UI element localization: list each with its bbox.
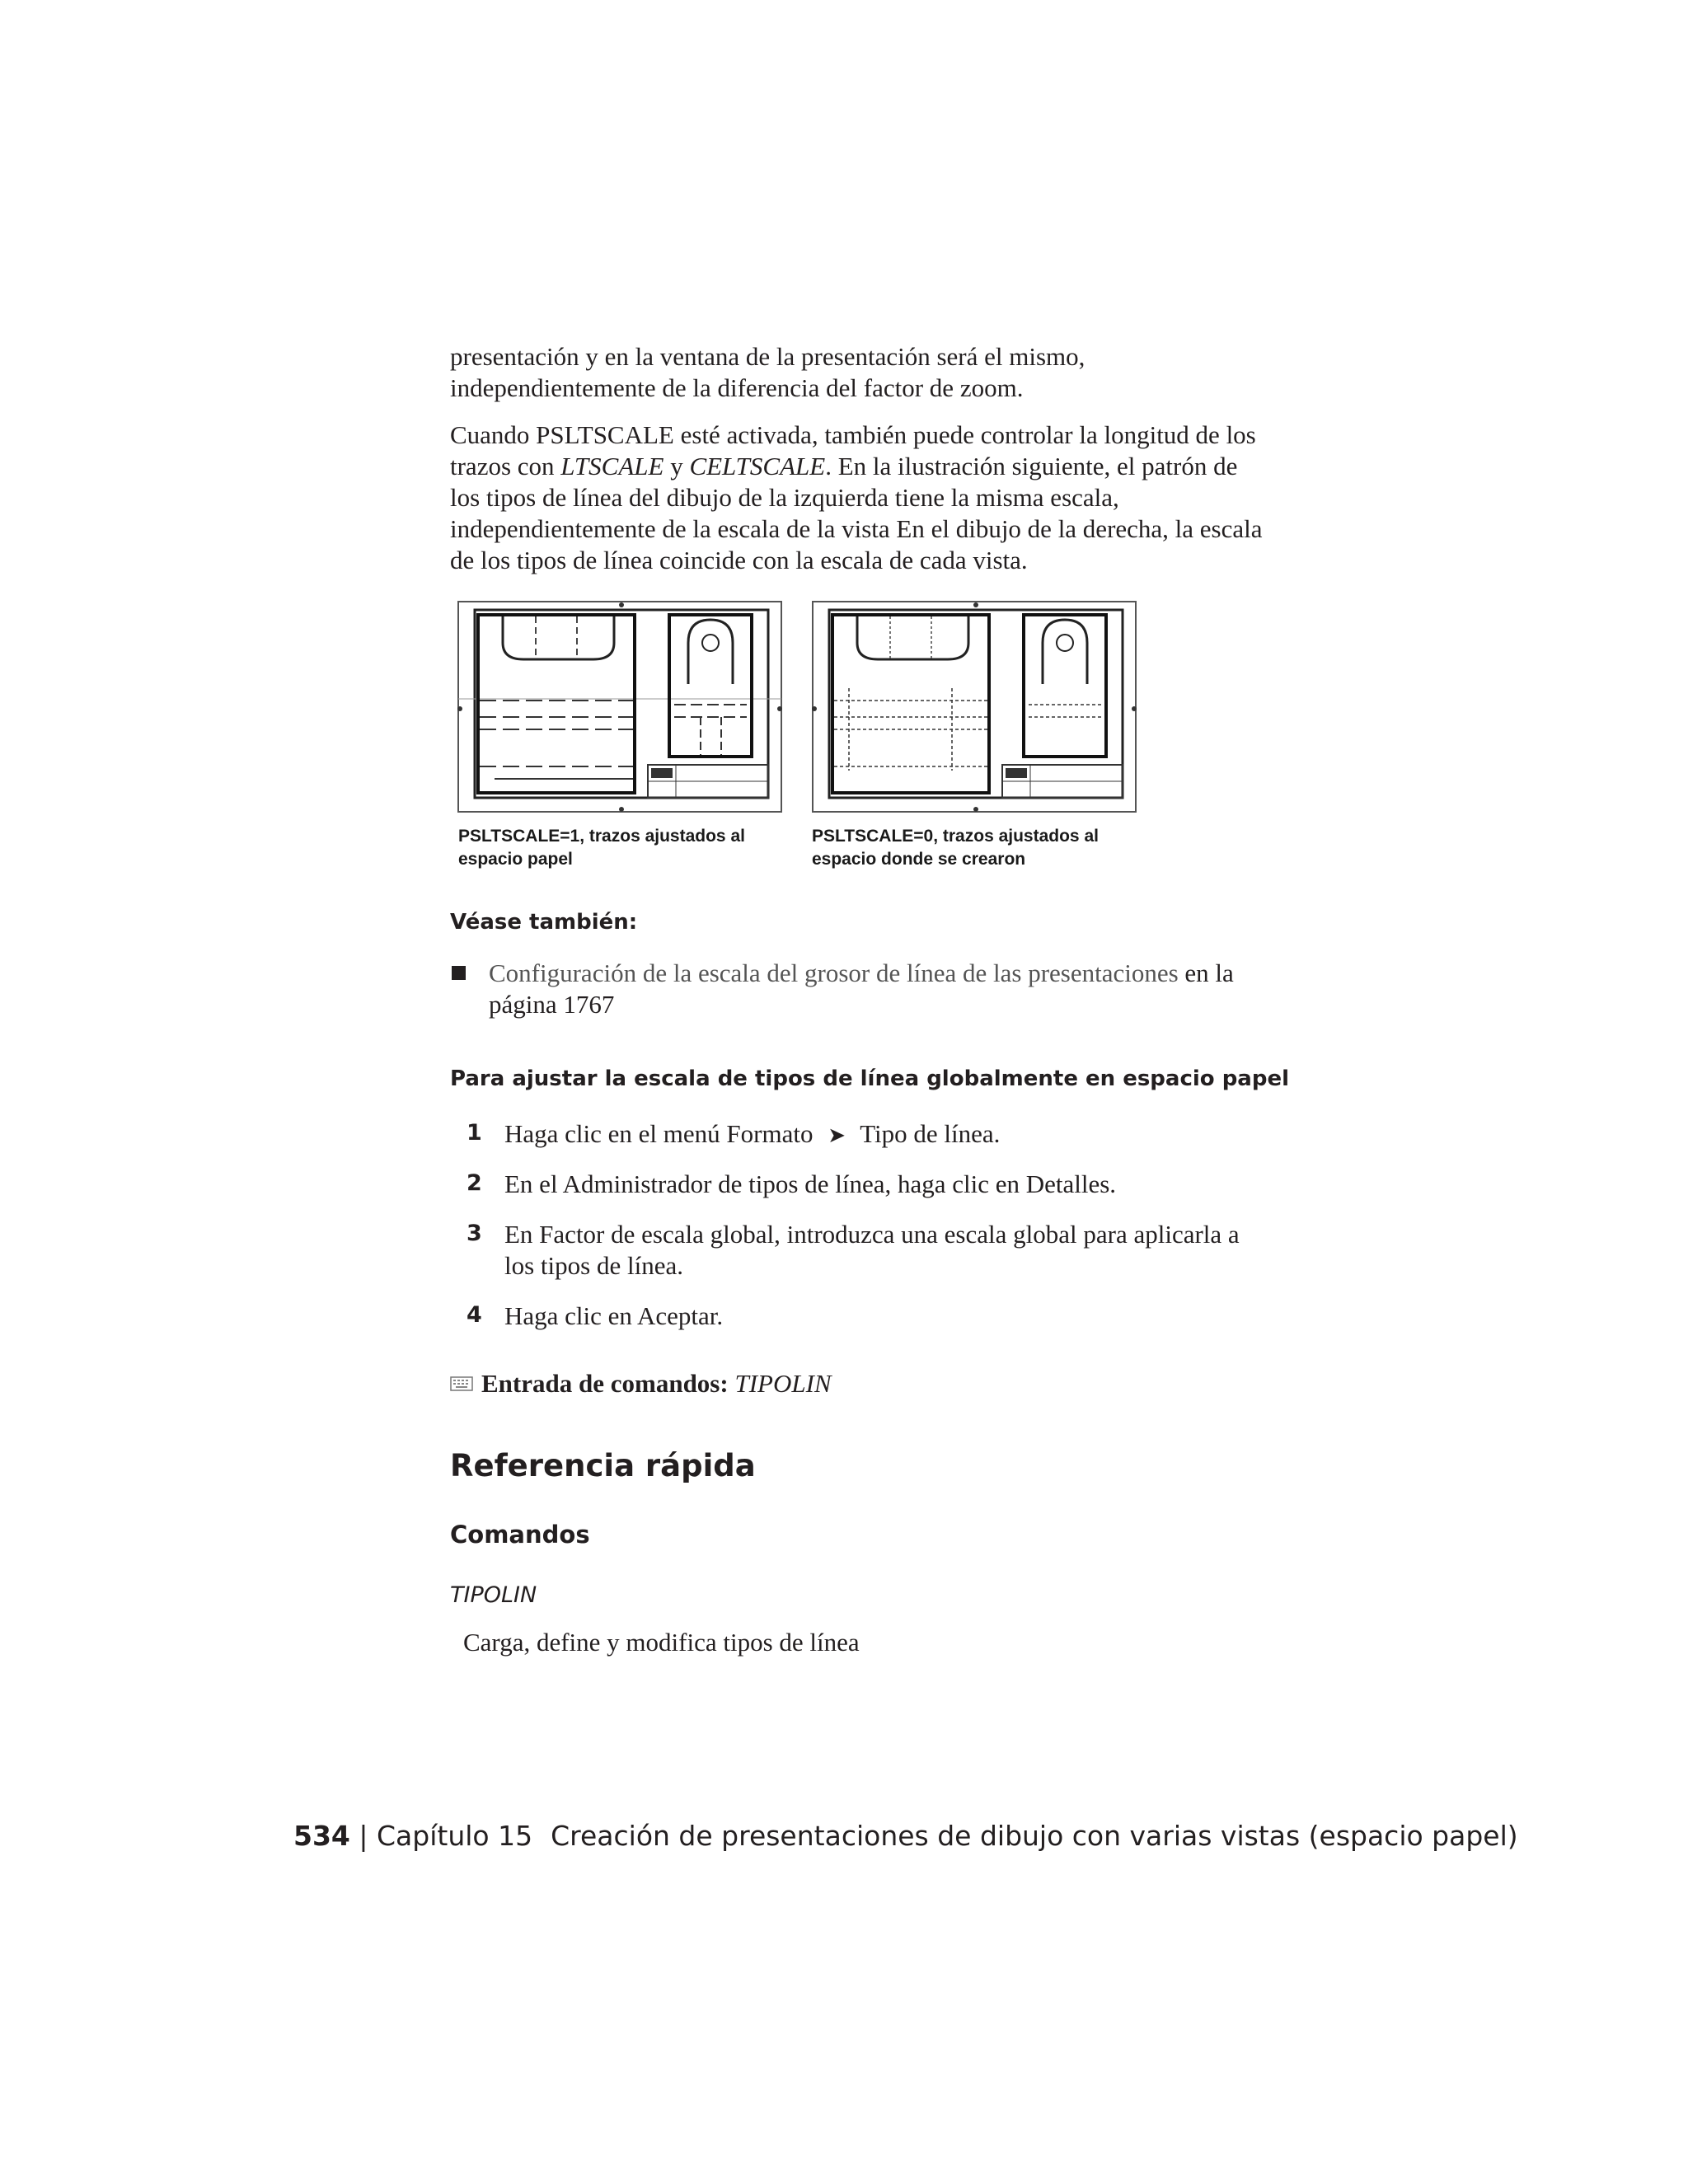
caption-line: PSLTSCALE=1, trazos ajustados al [458, 827, 745, 846]
drawing-right-psltscale-0 [808, 593, 1146, 816]
page-reference: página 1767 [489, 990, 615, 1019]
step-text: Haga clic en Aceptar. [504, 1301, 724, 1330]
chapter-title: Creación de presentaciones de dibujo con varias vistas (espacio papel) [551, 1820, 1518, 1852]
step-number: 2 [467, 1170, 482, 1196]
see-also-link[interactable]: Configuración de la escala del grosor de línea de las presentaciones [489, 958, 1179, 987]
text-line [489, 958, 1379, 989]
caption-line: espacio papel [458, 850, 573, 869]
menu-arrow-icon: ➤ [828, 1123, 846, 1148]
text-span: y [663, 452, 690, 480]
page-footer [293, 1820, 1518, 1852]
keyboard-icon [450, 1376, 473, 1393]
text-line: independientemente de la diferencia del factor de zoom. [450, 373, 1024, 402]
command-entry-value: TIPOLIN [734, 1369, 832, 1398]
text-line: los tipos de línea. [504, 1251, 683, 1280]
figure-caption-right [812, 825, 1158, 871]
chapter-label: Capítulo 15 [377, 1820, 533, 1852]
celtscale-term: CELTSCALE [689, 452, 826, 480]
see-also-bullet [452, 966, 466, 980]
text-span: en la [1178, 958, 1234, 987]
text-line: de los tipos de línea coincide con la escala de cada vista. [450, 546, 1028, 574]
commands-subheading: Comandos [450, 1521, 590, 1549]
command-entry-label: Entrada de comandos: [481, 1369, 729, 1398]
see-also-item [489, 958, 1379, 1020]
command-entry [481, 1368, 832, 1399]
caption-line: espacio donde se crearon [812, 850, 1026, 869]
step-text: En el Administrador de tipos de línea, haga clic en Detalles. [504, 1169, 1117, 1198]
paragraph-psltscale [450, 419, 1373, 576]
paragraph-continuation [450, 341, 1357, 404]
text-span: Tipo de línea. [860, 1119, 1001, 1148]
drawing-left-psltscale-1 [453, 593, 791, 816]
step-number: 4 [467, 1302, 482, 1328]
step-text [504, 1219, 1378, 1282]
text-line: Cuando PSLTSCALE esté activada, también puede controlar la longitud de los [450, 420, 1256, 449]
command-name: TIPOLIN [450, 1582, 537, 1608]
procedure-heading: Para ajustar la escala de tipos de línea globalmente en espacio papel [450, 1066, 1290, 1091]
text-line: presentación y en la ventana de la presentación será el mismo, [450, 342, 1085, 371]
figure-caption-left [458, 825, 788, 871]
text-span: . En la ilustración siguiente, el patrón de [825, 452, 1238, 480]
text-line: En Factor de escala global, introduzca una escala global para aplicarla a [504, 1220, 1240, 1249]
footer-separator: | [359, 1820, 368, 1852]
quick-reference-heading: Referencia rápida [450, 1448, 756, 1483]
text-span: Haga clic en el menú Formato [504, 1119, 814, 1148]
text-span: trazos con [450, 452, 561, 480]
text-line: los tipos de línea del dibujo de la izquierda tiene la misma escala, [450, 483, 1119, 512]
step-number: 3 [467, 1221, 482, 1246]
caption-line: PSLTSCALE=0, trazos ajustados al [812, 827, 1099, 846]
text-line [450, 451, 1373, 482]
step-number: 1 [467, 1120, 482, 1146]
page-number: 534 [293, 1820, 350, 1852]
see-also-heading: Véase también: [450, 910, 638, 935]
ltscale-term: LTSCALE [560, 452, 664, 480]
step-text [504, 1118, 1000, 1151]
command-description: Carga, define y modifica tipos de línea [463, 1628, 860, 1657]
text-line: independientemente de la escala de la vista En el dibujo de la derecha, la escala [450, 514, 1263, 543]
